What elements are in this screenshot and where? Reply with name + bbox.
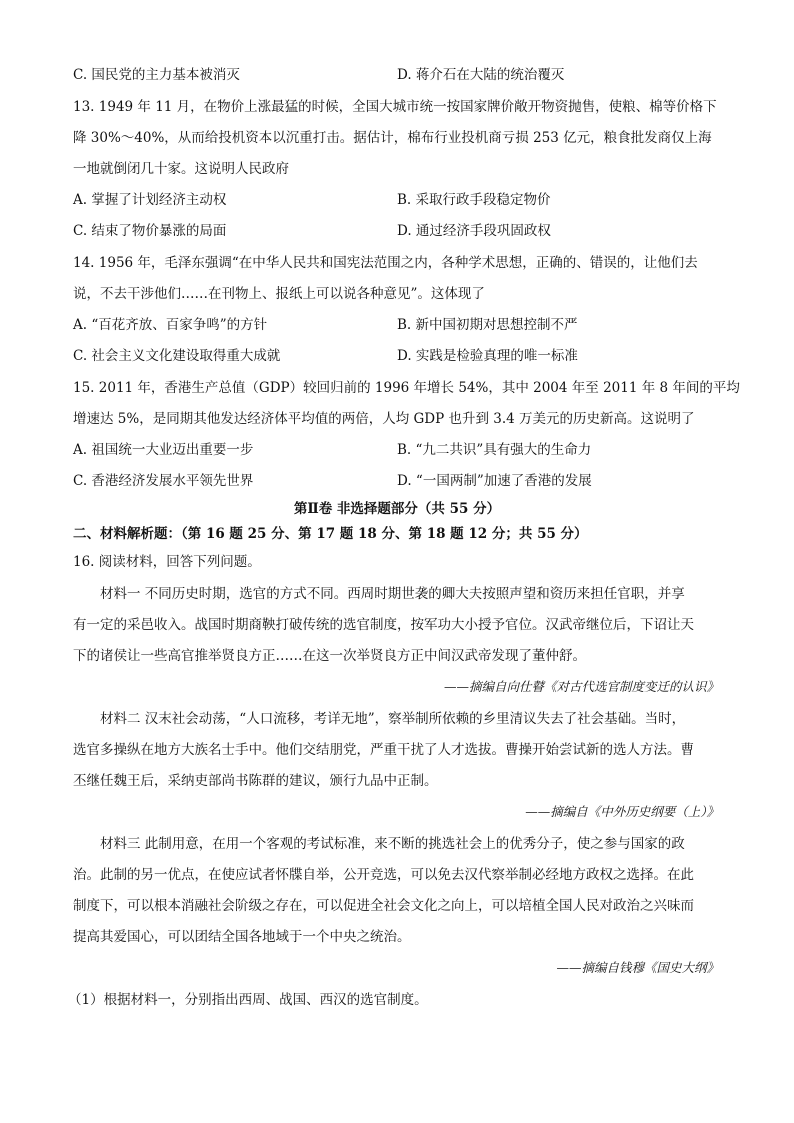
q15-stem-line-2: 增速达 5%，是同期其他发达经济体平均值的两倍，人均 GDP 也升到 3.4 万美元的历史新高。这说明了 (73, 411, 695, 427)
q15-option-d: D. “一国两制”加速了香港的发展 (397, 473, 592, 489)
q14-option-d: D. 实践是检验真理的唯一标准 (397, 348, 578, 364)
q14-option-b: B. 新中国初期对思想控制不严 (397, 317, 578, 333)
prev-option-d: D. 蒋介石在大陆的统治覆灭 (397, 67, 565, 83)
q15-stem-line-1: 15. 2011 年，香港生产总值（GDP）较回归前的 1996 年增长 54%，其中 2004 年至 2011 年 8 年间的平均 (73, 380, 740, 396)
q16-source-1: ——摘编自向仕瞽《对古代选官制度变迁的认识》 (443, 679, 719, 694)
q16-material1-line-2: 有一定的采邑收入。战国时期商鞅打破传统的选官制度，按军功大小授予官位。汉武帝继位后，下诏让天 (73, 617, 694, 633)
q16-subquestion-1: （1）根据材料一，分别指出西周、战国、西汉的选官制度。 (68, 992, 428, 1008)
q14-option-c: C. 社会主义文化建设取得重大成就 (73, 348, 281, 364)
q14-stem-line-1: 14. 1956 年，毛泽东强调“在中华人民共和国宪法范围之内，各种学术思想，正确的、错误的，让他们去 (73, 255, 698, 271)
q15-option-c: C. 香港经济发展水平领先世界 (73, 473, 254, 489)
q13-option-c: C. 结束了物价暴涨的局面 (73, 223, 227, 239)
q14-option-a: A. “百花齐放、百家争鸣”的方针 (73, 317, 268, 333)
q16-source-2: ——摘编自《中外历史纲要（上）》 (525, 804, 719, 819)
q13-stem-line-1: 13. 1949 年 11 月，在物价上涨最猛的时候，全国大城市统一按国家牌价敞开物资抛售，使粮、棉等价格下 (73, 99, 717, 115)
q13-option-a: A. 掌握了计划经济主动权 (73, 192, 227, 208)
q16-material3-line-1: 材料三 此制用意，在用一个客观的考试标准，来不断的挑选社会上的优秀分子，使之参与国家的政 (100, 836, 685, 852)
q16-material2-line-2: 选官多操纵在地方大族名士手中。他们交结朋党，严重干扰了人才选拔。曹操开始尝试新的选人方法。曹 (73, 742, 694, 758)
q16-material2-line-1: 材料二 汉末社会动荡，“人口流移，考详无地”，察举制所依赖的乡里清议失去了社会基础。当时， (100, 711, 686, 727)
part2-heading: 二、材料解析题：（第 16 题 25 分、第 17 题 18 分、第 18 题 12 分；共 55 分） (73, 526, 588, 542)
q16-material2-line-3: 丕继任魏王后，采纳吏部尚书陈群的建议，颁行九品中正制。 (73, 773, 438, 789)
q16-stem: 16. 阅读材料，回答下列问题。 (73, 554, 261, 570)
q15-option-b: B. “九二共识”具有强大的生命力 (397, 442, 592, 458)
q15-option-a: A. 祖国统一大业迈出重要一步 (73, 442, 254, 458)
q16-material3-line-4: 提高其爱国心，可以团结全国各地域于一个中央之统治。 (73, 929, 411, 945)
q16-material3-line-2: 治。此制的另一优点，在使应试者怀牒自举，公开竞选，可以免去汉代察举制必经地方政权之选择。在此 (73, 867, 694, 883)
q14-stem-line-2: 说，不去干涉他们……在刊物上、报纸上可以说各种意见”。这体现了 (73, 286, 485, 302)
q13-stem-line-3: 一地就倒闭几十家。这说明人民政府 (73, 161, 289, 177)
q13-option-b: B. 采取行政手段稳定物价 (397, 192, 551, 208)
q13-option-d: D. 通过经济手段巩固政权 (397, 223, 551, 239)
section2-title: 第Ⅱ卷 非选择题部分（共 55 分） (293, 501, 501, 517)
q13-stem-line-2: 降 30%～40%，从而给投机资本以沉重打击。据估计，棉布行业投机商亏损 253 亿元，粮食批发商仅上海 (73, 130, 712, 146)
q16-source-3: ——摘编自钱穆《国史大纲》 (556, 960, 719, 975)
q16-material1-line-3: 下的诸侯让一些高官推举贤良方正……在这一次举贤良方正中间汉武帝发现了董仲舒。 (73, 648, 586, 664)
q16-material1-line-1: 材料一 不同历史时期，选官的方式不同。西周时期世袭的卿大夫按照声望和资历来担任官职，并享 (100, 586, 685, 602)
q16-material3-line-3: 制度下，可以根本消融社会阶级之存在，可以促进全社会文化之向上，可以培植全国人民对政治之兴味而 (73, 898, 694, 914)
prev-option-c: C. 国民党的主力基本被消灭 (73, 67, 240, 83)
